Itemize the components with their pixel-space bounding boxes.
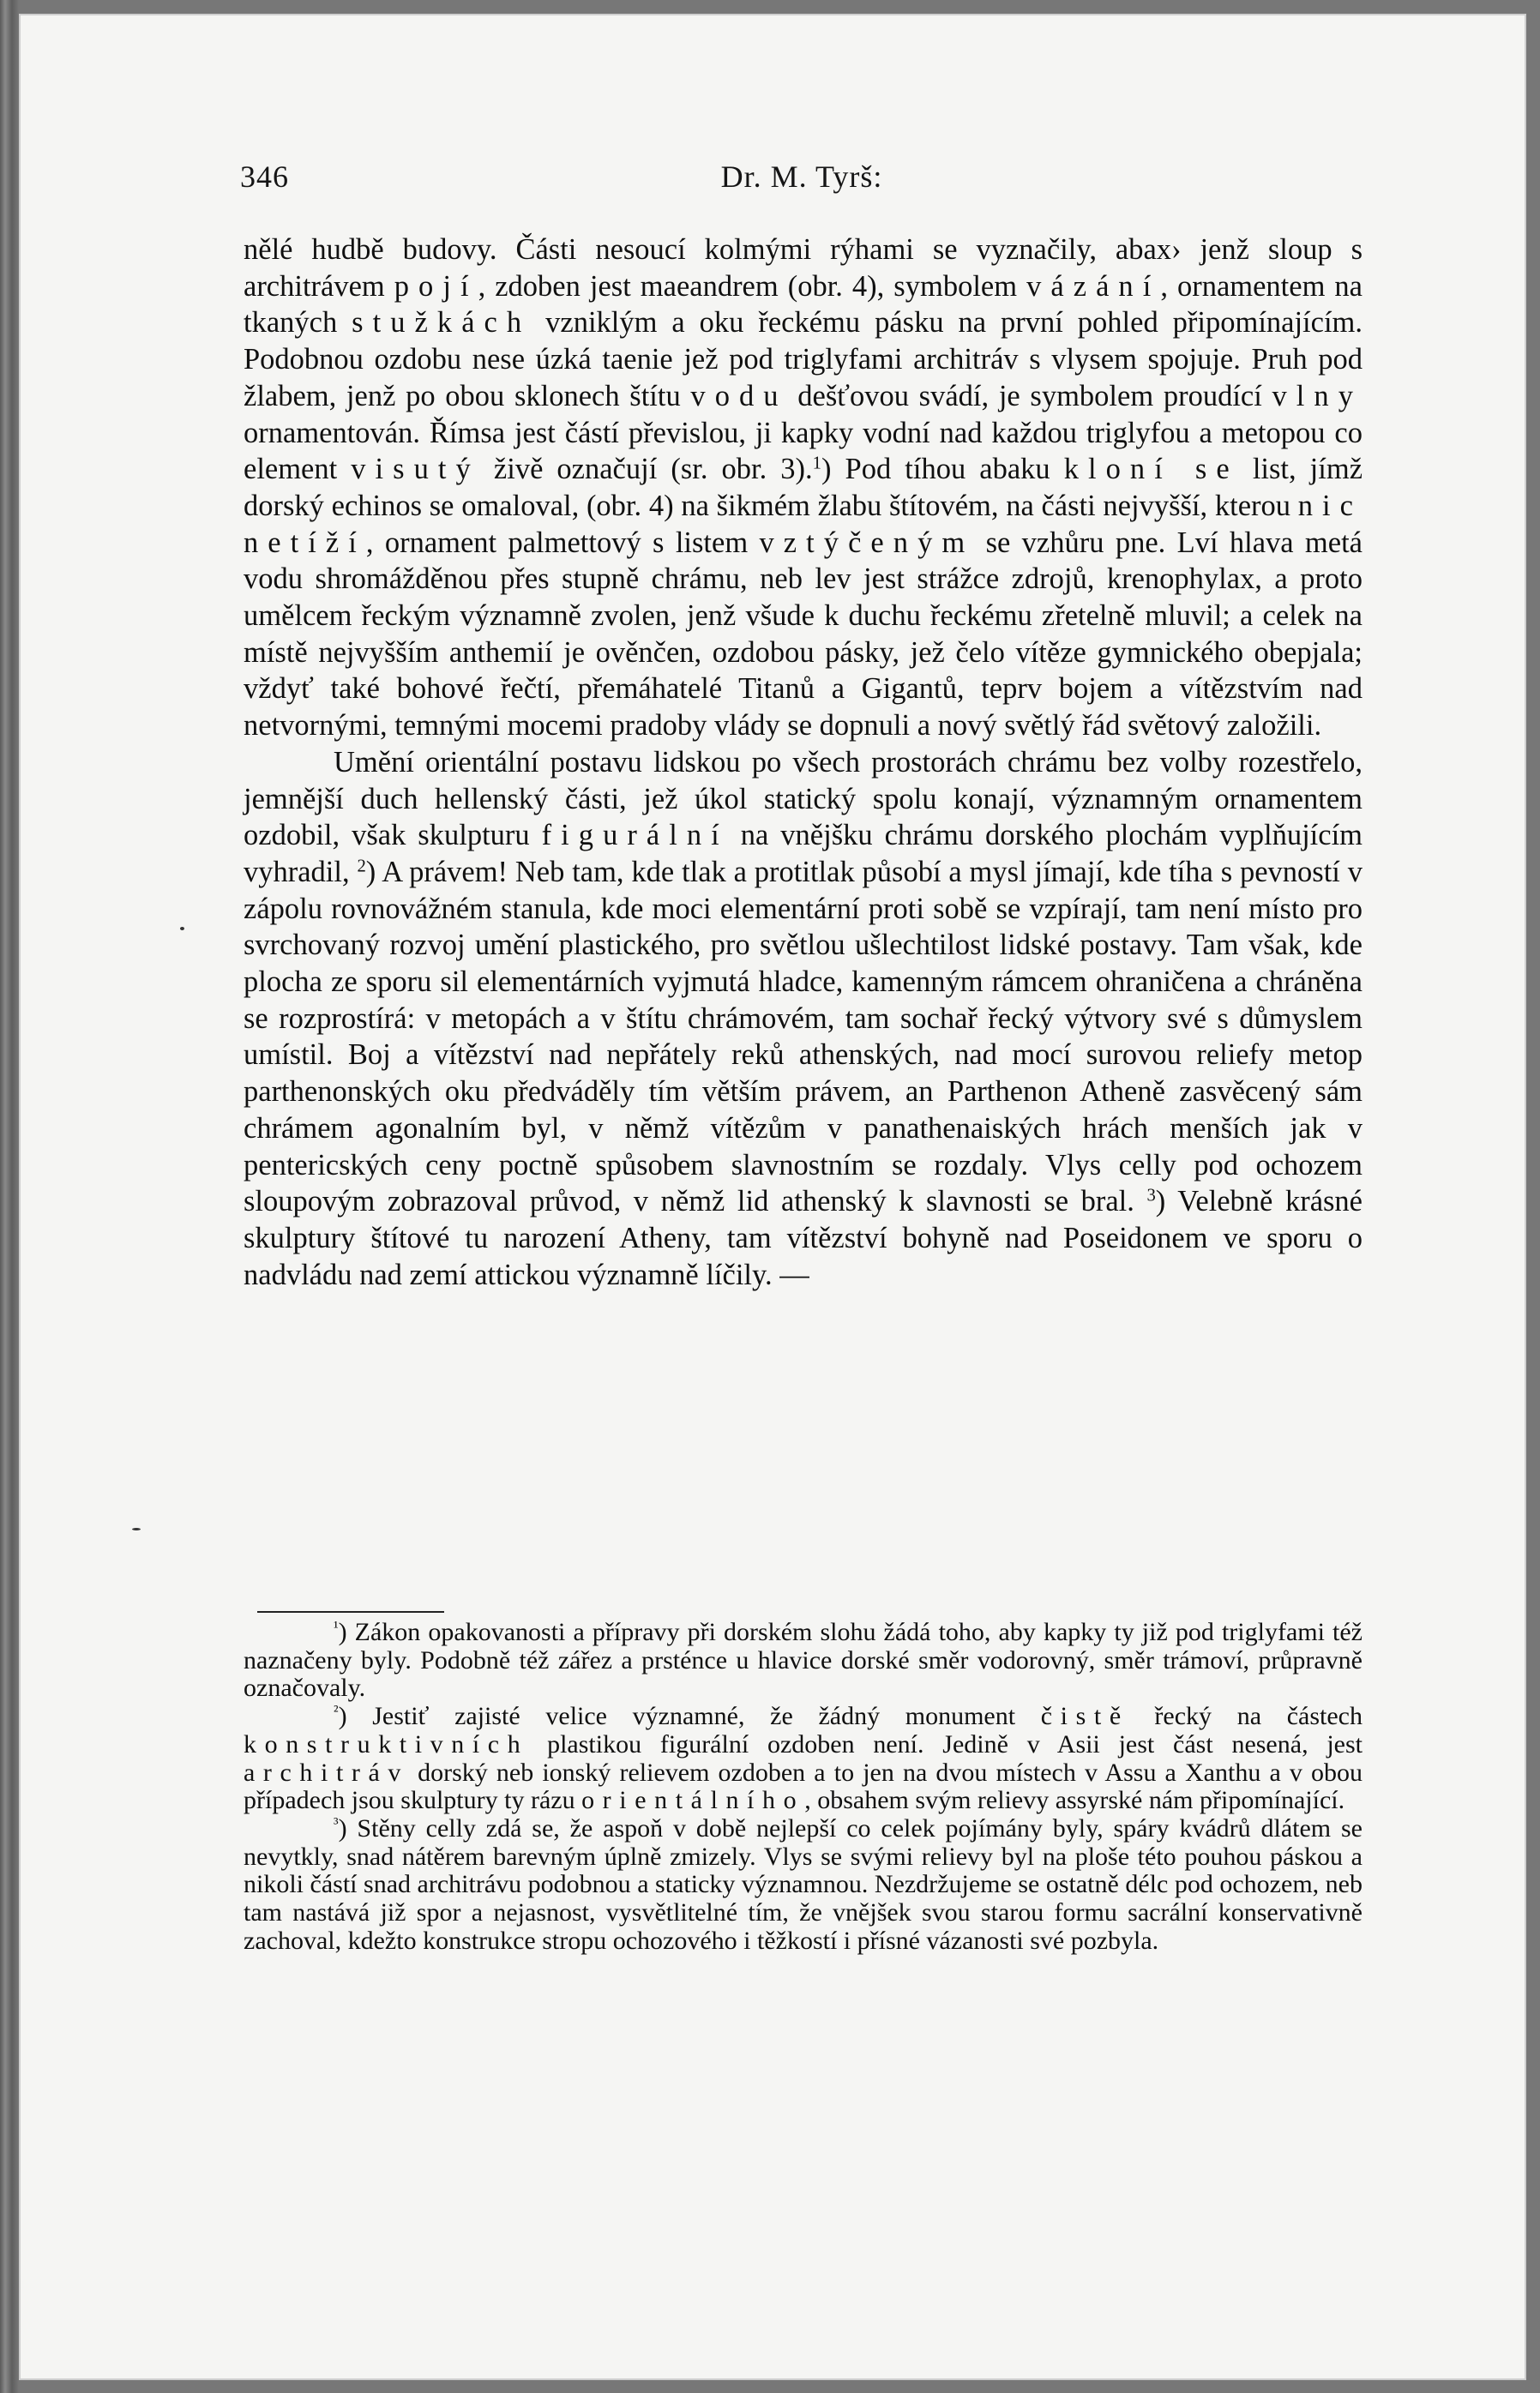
footnote-ref-2: 2 — [357, 857, 366, 876]
footnote-3: $^{^3}$) Stěny celly zdá se, že aspoň v době nejlepší co celek pojímány byly, spáry kvádrů dlátem se nevytkly, snad nátěrem barevným úplně zmizely. Vlys se svými relievy byl na ploše této pouhou páskou a nikoli částí snad architrávu podobnou a staticky významnou. Nezdržujeme se ostatně délc pod ochozem, neb tam nastává již spor a nejasnost, vysvětlitelné tím, že vnějšek svou starou formu sacrální konservativně zachoval, kdežto konstrukce stropu ochozového i těžkostí i přísné vázanosti své pozbyla. — [244, 1813, 1363, 1955]
body-text — [244, 231, 1363, 1293]
paragraph-1: nělé hudbě budovy. Části nesoucí kolmými rýhami se vyznačily, abax› jenž sloup s architrávem pojí, zdoben jest maeandrem (obr. 4), symbolem vázání, ornamentem na tkaných stužkách vzniklým a oku řeckému pásku na první pohled připomínajícím. Podobnou ozdobu nese úzká taenie jež pod triglyfami architráv s vlysem spojuje. Pruh pod žlabem, jenž po obou sklonech štítu vodu dešťovou svádí, je symbolem proudící vlny ornamentován. Římsa jest částí převislou, ji kapky vodní nad každou triglyfou a metopou co element visutý živě označují (sr. obr. 3).$^1$) Pod tíhou abaku kloní se list, jímž dorský echinos se omaloval, (obr. 4) na šikmém žlabu štítovém, na části nejvyšší, kterou nic netíží, ornament palmettový s listem vztýčeným se vzhůru pne. Lví hlava metá vodu shromážděnou přes stupně chrámu, neb lev jest strážce zdrojů, krenophylax, a proto umělcem řeckým významně zvolen, jenž všude k duchu řeckému zřetelně mluvil; a celek na místě nejvyšším anthemií je ověnčen, ozdobou pásky, jež čelo vítěze gymnického obepjala; vždyť také bohové řečtí, přemáhatelé Titanů a Gigantů, teprv bojem a vítězstvím nad netvornými, temnými mocemi pradoby vlády se dopnuli a nový světlý řád světový založili. — [244, 233, 1363, 743]
footnote-divider — [257, 1611, 444, 1613]
page-header — [240, 159, 1363, 201]
page-number: 346 — [240, 159, 289, 194]
margin-mark — [132, 1528, 141, 1530]
footnote-ref-3: 3 — [1146, 1186, 1156, 1206]
footnotes — [244, 1619, 1363, 1955]
footnote-2: $^{^2}$) Jestiť zajisté velice významné, že žádný monument čistě řecký na částech konstruktivních plastikou figurální ozdoben není. Jedině v Asii jest část nesená, jest architráv dorský neb ionský relievem ozdoben a to jen na dvou místech v Assu a Xanthu a v obou případech jsou skulptury ty rázu orientálního, obsahem svým relievy assyrské nám připomínající. — [244, 1702, 1363, 1815]
footnote-ref-1: 1 — [812, 454, 822, 473]
running-head: Dr. M. Tyrš: — [720, 159, 883, 194]
footnote-1: $^{^1}$) Zákon opakovanosti a přípravy při dorském slohu žádá toho, aby kapky ty již pod triglyfami též naznačeny byly. Podobně též zářez a prsténce u hlavice dorské směr vodorovný, směr trámoví, průpravně označovaly. — [244, 1618, 1363, 1703]
margin-mark — [180, 927, 184, 930]
paragraph-2: Umění orientální postavu lidskou po všech prostorách chrámu bez volby rozestřelo, jemnější duch hellenský části, jež úkol statický spolu konají, významným ornamentem ozdobil, však skulpturu figurální na vnějšku chrámu dorského plochám vyplňujícím vyhradil, $^2$) A právem! Neb tam, kde tlak a protitlak působí a mysl jímají, kde tíha s pevností v zápolu rovnovážném stanula, kde moci elementární proti sobě se vzpírají, tam není místo pro svrchovaný rozvoj umění plastického, pro světlou ušlechtilost lidské postavy. Tam však, kde plocha ze sporu sil elementárních vyjmutá hladce, kamenným rámcem ohraničena a chráněna se rozprostírá: v metopách a v štítu chrámovém, tam sochař řecký výtvory své s důmyslem umístil. Boj a vítězství nad nepřátely reků athenských, nad mocí surovou reliefy metop parthenonských oku předváděly tím větším právem, an Parthenon Atheně zasvěcený sám chrámem agonalním byl, v němž vítězům v panathenaiských hrách menších jak v pentericských ceny poctně spůsobem slavnostním se rozdaly. Vlys celly pod ochozem sloupovým zobrazoval průvod, v němž lid athenský k slavnosti se bral. $^3$) Velebně krásné skulptury štítové tu narození Atheny, tam vítězství bohyně nad Poseidonem ve sporu o nadvládu nad zemí attickou významně líčily. — — [244, 745, 1363, 1291]
